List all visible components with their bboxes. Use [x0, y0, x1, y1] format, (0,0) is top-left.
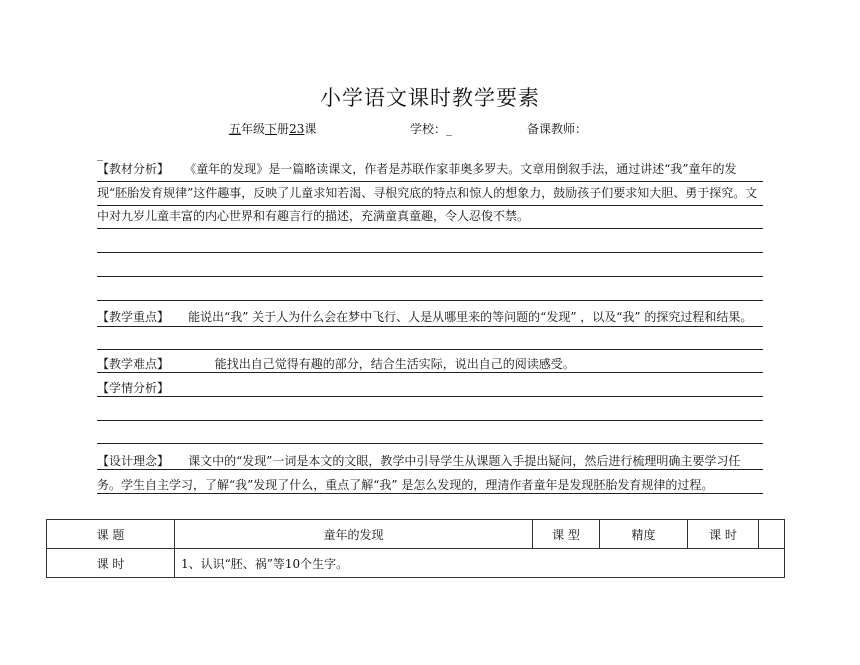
school-label: 学校：_ [410, 122, 453, 136]
row-value: 1、认识“胚、祸”等10个生字。 [175, 549, 785, 578]
rule-line [97, 228, 763, 229]
rule-line [97, 469, 763, 470]
rule-line [97, 396, 763, 397]
design-label: 【设计理念】 [97, 454, 170, 468]
analysis-section [97, 158, 763, 229]
page-title: 小学语文课时教学要素 [320, 86, 540, 110]
rule-line [97, 252, 763, 253]
table-row [47, 549, 785, 578]
rule-line [97, 372, 763, 373]
type-label: 课 型 [533, 520, 600, 549]
design-text: 课文中的“发现”一词是本文的文眼，教学中引导学生从课题入手提出疑问，然后进行梳理明确主要学习任务。学生自主学习，了解“我”发现了什么，重点了解“我” 是怎么发现的，理清作者童年是发现胚胎发育规律的过程。 [97, 454, 741, 492]
rule-line [97, 420, 763, 421]
topic-label: 课 题 [47, 520, 175, 549]
grade-book: 册 [277, 122, 290, 136]
rule-line [97, 276, 763, 277]
rule-line [97, 205, 763, 206]
design-section [97, 450, 763, 497]
rule-line [97, 443, 763, 444]
difficulty-text: 能找出自己觉得有趣的部分，结合生活实际，说出自己的阅读感受。 [214, 357, 575, 371]
analysis-label: 【教材分析】 [97, 162, 170, 176]
lesson-suffix: 课 [304, 122, 317, 136]
lesson-number: 23 [289, 122, 305, 136]
grade-prefix: 五 [229, 122, 242, 136]
teacher-label: 备课教师： [527, 122, 588, 136]
analysis-text: 《童年的发现》是一篇略读课文，作者是苏联作家菲奥多罗夫。文章用倒叙手法，通过讲述“我”童年的发现“胚胎发育规律”这件趣事，反映了儿童求知若渴、寻根究底的特点和惊人的想象力，鼓励孩子们要求知大胆、勇于探究。文中对九岁儿童丰富的内心世界和有趣言行的描述，充满童真童趣，令人忍俊不禁。 [97, 162, 758, 223]
grade-lesson [229, 120, 316, 137]
learner-label: 【学情分析】 [97, 381, 170, 395]
rule-line [97, 493, 763, 494]
topic-value: 童年的发现 [175, 520, 533, 549]
dash-mark: _ [97, 147, 103, 161]
rule-line [97, 349, 763, 350]
lesson-table [46, 519, 785, 578]
row-label: 课 时 [47, 549, 175, 578]
difficulty-label: 【教学难点】 [97, 357, 170, 371]
period-value [759, 520, 785, 549]
rule-line [97, 181, 763, 182]
rule-line [97, 326, 763, 327]
grade-mid: 年级 [241, 122, 266, 136]
focus-label: 【教学重点】 [97, 310, 170, 324]
table-row [47, 520, 785, 549]
grade-volume: 下 [265, 122, 278, 136]
focus-text: 能说出“我” 关于人为什么会在梦中飞行、人是从哪里来的等问题的“发现” ，以及“我” 的探究过程和结果。 [188, 310, 753, 324]
type-value: 精度 [600, 520, 688, 549]
rule-line [97, 300, 763, 301]
period-label: 课 时 [688, 520, 759, 549]
